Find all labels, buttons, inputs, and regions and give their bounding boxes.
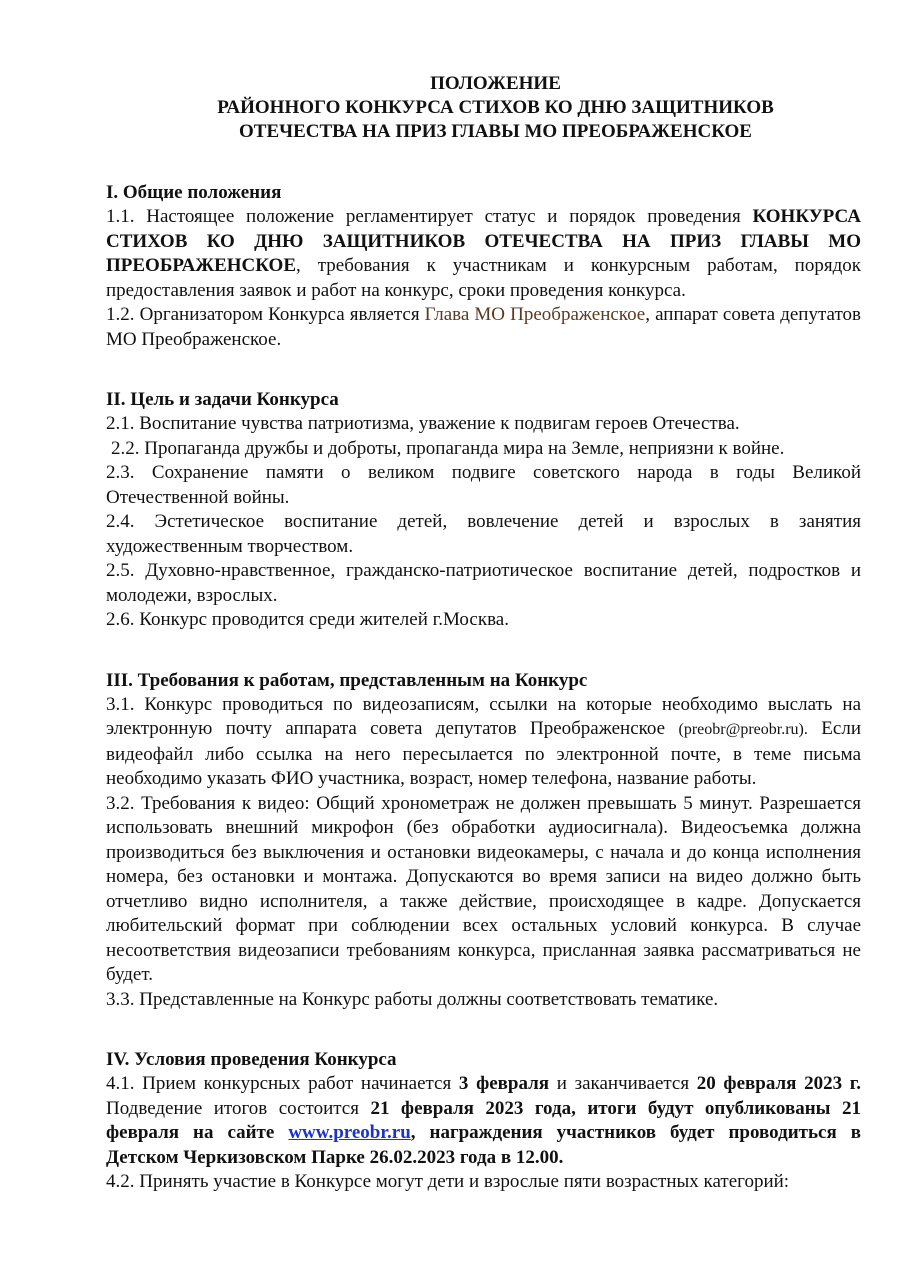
- start-date: 3 февраля: [458, 1073, 550, 1094]
- paragraph-3-2: 3.2. Требования к видео: Общий хронометраж не должен превышать 5 минут. Разрешается использовать внешний микрофон (без обработки аудиосигнала). Видеосъемка должна производиться без выключения и остановки видеокамеры, с начала и до конца исполнения номера, без остановки и монтажа. Допускаются во время записи на видео должно быть отчетливо видно исполнителя, а также действие, происходящее в кадре. Допускается любительский формат при соблюдении всех остальных условий конкурса. В случае несоответствия видеозаписи требованиям конкурса, присланная заявка рассматриваться не будет.: [106, 792, 861, 985]
- results-info: 21 февраля 2023 года, итоги будут опубликованы 21 февраля на сайте: [106, 1097, 861, 1143]
- section-goals: [106, 388, 861, 633]
- title-line-1: ПОЛОЖЕНИЕ: [430, 73, 561, 94]
- text-run: 1.1. Настоящее положение регламентирует статус и порядок проведения: [106, 206, 753, 227]
- website-link[interactable]: www.preobr.ru: [288, 1122, 411, 1143]
- list-item: 2.2. Пропаганда дружбы и доброты, пропаганда мира на Земле, неприязни к войне.: [111, 437, 785, 459]
- paragraph-1-2: [106, 303, 861, 352]
- end-date: 20 февраля 2023 г.: [696, 1073, 862, 1094]
- paragraph-3-1: [106, 693, 861, 792]
- section-general: [106, 181, 861, 352]
- paragraph-1-1: [106, 205, 861, 303]
- document-title: [130, 72, 861, 144]
- text-run: Подведение итогов состоится: [106, 1097, 371, 1119]
- text-run: 4.1. Прием конкурсных работ начинается: [106, 1073, 459, 1094]
- organizer-name: Глава МО Преображенское: [424, 304, 646, 325]
- text-run: Если видеофайл либо ссылка на него пересылается по электронной почте, в теме письма необходимо указать ФИО участника, возраст, номер телефона, название работы.: [106, 718, 861, 789]
- list-item: 2.4. Эстетическое воспитание детей, вовлечение детей и взрослых в занятия художественным творчеством.: [106, 511, 861, 557]
- section-heading: IV. Условия проведения Конкурса: [106, 1049, 397, 1070]
- section-heading: II. Цель и задачи Конкурса: [106, 389, 339, 410]
- paragraph-4-1: [106, 1072, 861, 1170]
- title-line-3: ОТЕЧЕСТВА НА ПРИЗ ГЛАВЫ МО ПРЕОБРАЖЕНСКОЕ: [239, 121, 752, 142]
- title-line-2: РАЙОННОГО КОНКУРСА СТИХОВ КО ДНЮ ЗАЩИТНИКОВ: [217, 97, 774, 118]
- contest-name-bold: КОНКУРСА СТИХОВ КО ДНЮ ЗАЩИТНИКОВ ОТЕЧЕСТВА НА ПРИЗ ГЛАВЫ МО ПРЕОБРАЖЕНСКОЕ: [106, 206, 861, 276]
- text-run: , требования к участникам и конкурсным работам, порядок предоставления заявок и работ на конкурс, сроки проведения конкурса.: [106, 255, 861, 301]
- paragraph-4-2: 4.2. Принять участие в Конкурсе могут дети и взрослые пяти возрастных категорий:: [106, 1171, 790, 1192]
- text-run: , аппарат совета депутатов МО Преображенское.: [106, 304, 861, 350]
- list-item: 2.1. Воспитание чувства патриотизма, уважение к подвигам героев Отечества.: [106, 413, 740, 434]
- text-run: 3.1. Конкурс проводиться по видеозаписям, ссылки на которые необходимо выслать на электронную почту аппарата совета депутатов Преображенское: [106, 693, 861, 739]
- list-item: 2.5. Духовно-нравственное, гражданско-патриотическое воспитание детей, подростков и молодежи, взрослых.: [106, 560, 861, 606]
- award-info: , награждения участников будет проводиться в Детском Черкизовском Парке 26.02.2023 года в 12.00.: [106, 1122, 861, 1168]
- text-run: 1.2. Организатором Конкурса является: [106, 304, 425, 325]
- section-heading: I. Общие положения: [106, 182, 282, 203]
- section-requirements: [106, 669, 861, 1013]
- section-conditions: [106, 1048, 861, 1195]
- text-run: и заканчивается: [549, 1073, 697, 1094]
- email-address: (preobr@preobr.ru).: [678, 721, 808, 738]
- list-item: 2.3. Сохранение памяти о великом подвиге советского народа в годы Великой Отечественной войны.: [106, 462, 861, 508]
- section-heading: III. Требования к работам, представленным на Конкурс: [106, 669, 588, 691]
- paragraph-3-3: 3.3. Представленные на Конкурс работы должны соответствовать тематике.: [106, 988, 719, 1010]
- list-item: 2.6. Конкурс проводится среди жителей г.Москва.: [106, 609, 509, 630]
